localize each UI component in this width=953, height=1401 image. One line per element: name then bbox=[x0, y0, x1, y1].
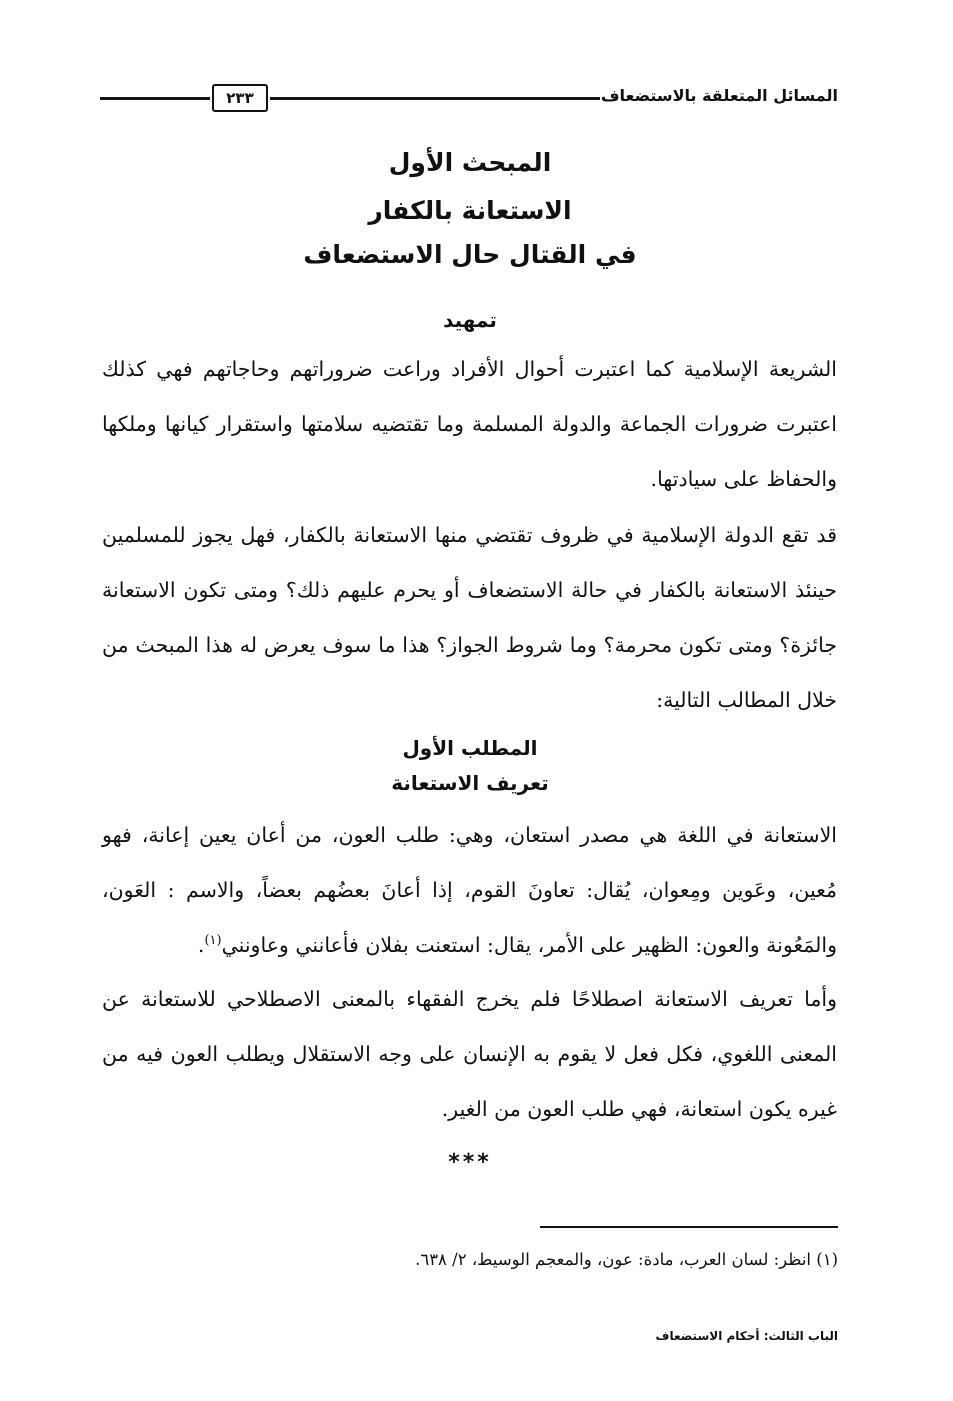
header-rule-right bbox=[270, 97, 600, 100]
running-header-title: المسائل المتعلقة بالاستضعاف bbox=[600, 86, 838, 105]
intro-paragraph-1: الشريعة الإسلامية كما اعتبرت أحوال الأفراد وراعت ضروراتهم وحاجاتهم فهي كذلك اعتبرت ضرورات الجماعة والدولة المسلمة وما تقتضيه سلامتها واستقرار كيانها وملكها والحفاظ على سيادتها. bbox=[102, 357, 837, 491]
section-title: تعريف الاستعانة bbox=[391, 771, 549, 795]
definition-paragraph-text: الاستعانة في اللغة هي مصدر استعان، وهي: طلب العون، من أعان يعين إعانة، فهو مُعين، وعَوين ومِعوان، يُقال: تعاونَ القوم، إذا أعانَ بعضُهم بعضاً، والاسم : العَون، والمَعُونة والعون: الظهير على الأمر، يقال: استعنت بفلان فأعانني وعاونني bbox=[102, 823, 837, 957]
footnote-reference[interactable]: (١) bbox=[204, 933, 222, 949]
intro-paragraph-2: قد تقع الدولة الإسلامية في ظروف تقتضي منها الاستعانة بالكفار، فهل يجوز للمسلمين حينئذ الاستعانة بالكفار في حالة الاستضعاف أو يحرم عليهم ذلك؟ ومتى تكون الاستعانة جائزة؟ ومتى تكون محرمة؟ وما شروط الجواز؟ هذا ما سوف يعرض له هذا المبحث من خلال المطالب التالية: bbox=[102, 523, 837, 712]
footnote-text: (١) انظر: لسان العرب، مادة: عون، والمعجم الوسيط، ٢/ ٦٣٨. bbox=[415, 1250, 838, 1269]
page-number-badge: ٢٣٣ bbox=[212, 84, 268, 112]
section-separator: *** bbox=[448, 1150, 492, 1175]
definition-paragraph-technical: وأما تعريف الاستعانة اصطلاحًا فلم يخرج الفقهاء بالمعنى الاصطلاحي للاستعانة عن المعنى اللغوي، فكل فعل لا يقوم به الإنسان على وجه الاستقلال ويطلب العون فيه من غيره يكون استعانة، فهي طلب العون من الغير. bbox=[102, 987, 837, 1121]
intro-heading: تمهيد bbox=[443, 308, 497, 332]
chapter-title-line1: المبحث الأول bbox=[388, 148, 552, 177]
chapter-title-line2: الاستعانة بالكفار bbox=[368, 196, 572, 225]
header-rule-left bbox=[100, 97, 210, 100]
chapter-title-line3: في القتال حال الاستضعاف bbox=[303, 240, 637, 269]
running-footer: الباب الثالث: أحكام الاستضعاف bbox=[655, 1329, 838, 1343]
section-label: المطلب الأول bbox=[402, 736, 538, 760]
footnote-rule bbox=[540, 1226, 838, 1228]
definition-paragraph-end: . bbox=[197, 933, 205, 957]
definition-paragraph-linguistic bbox=[102, 808, 837, 973]
